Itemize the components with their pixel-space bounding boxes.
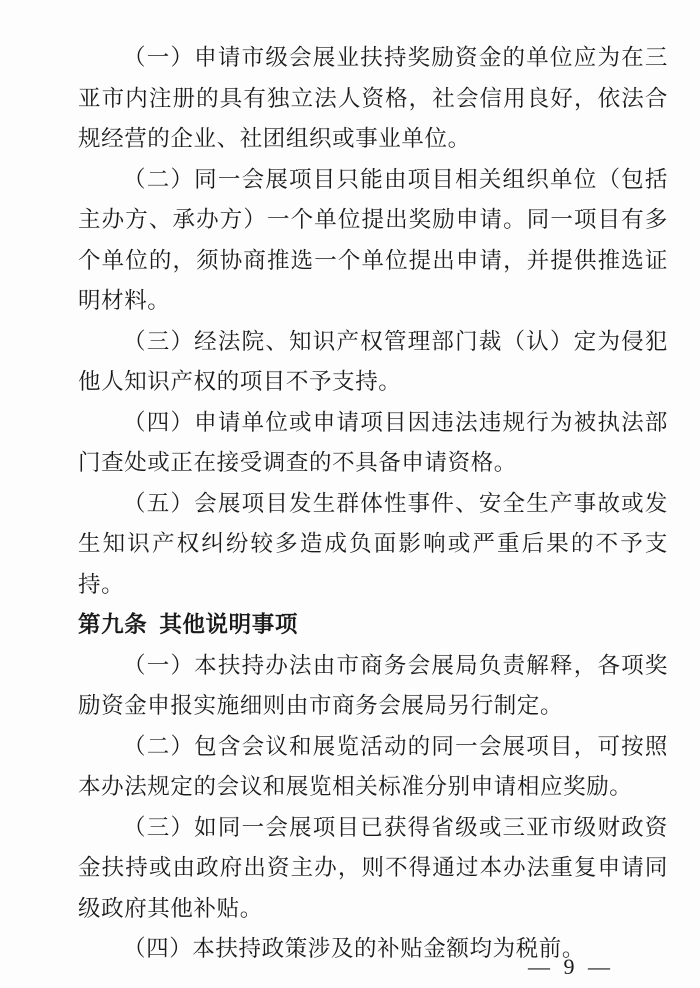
paragraph-incidents: （五）会展项目发生群体性事件、安全生产事故或发生知识产权纠纷较多造成负面影响或严重后果的不予支持。 <box>78 490 668 598</box>
paragraph-duplicate-funding: （三）如同一会展项目已获得省级或三亚市级财政资金扶持或由政府出资主办，则不得通过本办法重复申请同级政府其他补贴。 <box>78 814 668 922</box>
paragraph-violations: （四）申请单位或申请项目因违法违规行为被执法部门查处或正在接受调查的不具备申请资格。 <box>78 409 668 476</box>
paragraph-interpretation: （一）本扶持办法由市商务会展局负责解释，各项奖励资金申报实施细则由市商务会展局另行制定。 <box>78 652 668 719</box>
paragraph-single-applicant: （二）同一会展项目只能由项目相关组织单位（包括主办方、承办方）一个单位提出奖励申请。同一项目有多个单位的，须协商推选一个单位提出申请，并提供推选证明材料。 <box>78 166 668 314</box>
document-body <box>78 38 668 970</box>
paragraph-combined-events: （二）包含会议和展览活动的同一会展项目，可按照本办法规定的会议和展览相关标准分别申请相应奖励。 <box>78 733 668 800</box>
paragraph-pre-tax: （四）本扶持政策涉及的补贴金额均为税前。 <box>123 936 586 962</box>
article-number: 第九条 <box>78 612 148 638</box>
paragraph-ip-infringement: （三）经法院、知识产权管理部门裁（认）定为侵犯他人知识产权的项目不予支持。 <box>78 328 668 395</box>
page-number: — 9 — <box>528 954 614 979</box>
article-title: 其他说明事项 <box>159 612 298 638</box>
paragraph-eligibility: （一）申请市级会展业扶持奖励资金的单位应为在三亚市内注册的具有独立法人资格，社会信用良好，依法合规经营的企业、社团组织或事业单位。 <box>78 45 668 152</box>
article-heading <box>78 605 668 646</box>
